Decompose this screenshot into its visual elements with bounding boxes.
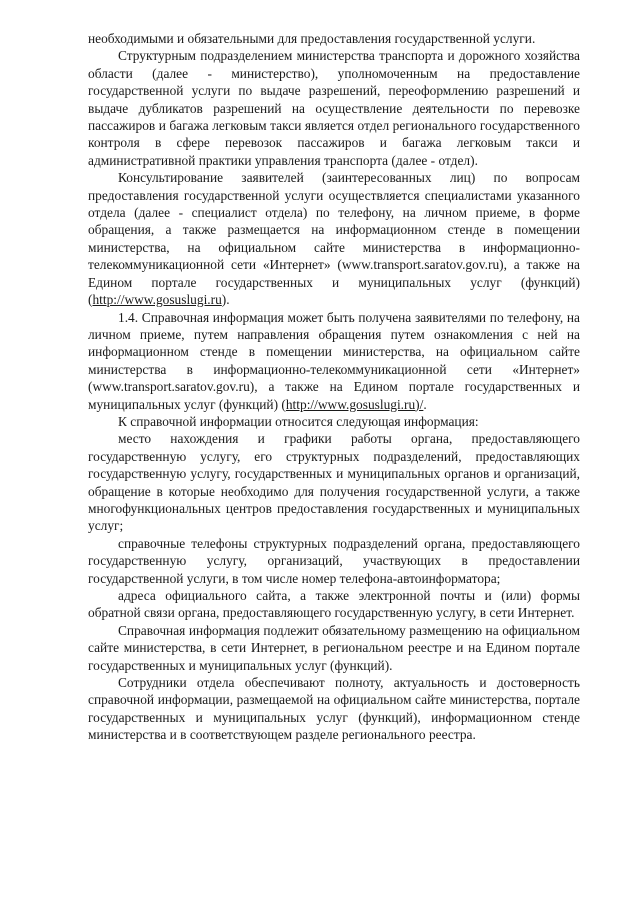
list-item-addresses: адреса официального сайта, а также электронной почты и (или) формы обратной связи органа, предоставляющего государственную услугу, в сети Интернет. <box>88 588 580 621</box>
document-page <box>88 30 580 744</box>
paragraph-consulting-text: Консультирование заявителей (заинтересованных лиц) по вопросам предоставления государственной услуги осуществляется специалистами указанного отдела (далее - специалист отдела) по телефону, на личном приеме, в форме обращения, а также размещается на информационном стенде в помещении министерства, на официальном сайте министерства в информационно-телекоммуникационной сети «Интернет» (www.transport.saratov.gov.ru), а также на Едином портале государственных и муниципальных услуг (функций) ( <box>88 170 580 308</box>
paragraph-consulting <box>88 169 580 308</box>
gosuslugi-link[interactable]: http://www.gosuslugi.ru <box>92 292 222 308</box>
paragraph-reference-info-end: . <box>423 396 427 412</box>
list-item-phones: справочные телефоны структурных подразделений органа, предоставляющего государственную услугу, организаций, участвующих в предоставлении государственной услуги, в том числе номер телефона-автоинформатора; <box>88 535 580 586</box>
paragraph-consulting-end: ). <box>221 292 230 308</box>
paragraph-structural-unit: Структурным подразделением министерства транспорта и дорожного хозяйства области (далее - министерство), уполномоченным на предоставление государственной услуги по выдаче разрешений, переоформлению разрешений и выдаче дубликатов разрешений на осуществление деятельности по перевозке пассажиров и багажа легковым такси является отдел регионального государственного контроля в сфере перевозок пассажиров и багажа легковым такси и административной практики управления транспорта (далее - отдел). <box>88 48 580 168</box>
list-item-location: место нахождения и графики работы органа, предоставляющего государственную услугу, его структурных подразделений, предоставляющих государственную услугу, государственных и муниципальных органов и организаций, обращение в которые необходимо для получения государственной услуги, а также многофункциональных центров предоставления государственных и муниципальных услуг; <box>88 431 580 534</box>
paragraph-employees: Сотрудники отдела обеспечивают полноту, актуальность и достоверность справочной информации, размещаемой на официальном сайте министерства, портале государственных и муниципальных услуг (функций), информационном стенде министерства и в соответствующем разделе регионального реестра. <box>88 675 580 743</box>
paragraph-list-intro: К справочной информации относится следующая информация: <box>118 413 479 429</box>
paragraph-reference-info-text: 1.4. Справочная информация может быть получена заявителями по телефону, на личном приеме, путем направления обращения путем ознакомления с ней на информационном стенде в помещении министерства, на официальном сайте министерства в информационно-телекоммуникационной сети «Интернет» (www.transport.saratov.gov.ru), а также на Едином портале государственных и муниципальных услуг (функций) ( <box>88 309 580 412</box>
paragraph-mandatory-placement: Справочная информация подлежит обязательному размещению на официальном сайте министерства, в сети Интернет, в региональном реестре и на Едином портале государственных и муниципальных услуг (функций). <box>88 622 580 673</box>
gosuslugi-link-2[interactable]: http://www.gosuslugi.ru)/ <box>285 396 424 412</box>
paragraph-continuation: необходимыми и обязательными для предоставления государственной услуги. <box>88 31 536 46</box>
paragraph-reference-info <box>88 309 580 413</box>
